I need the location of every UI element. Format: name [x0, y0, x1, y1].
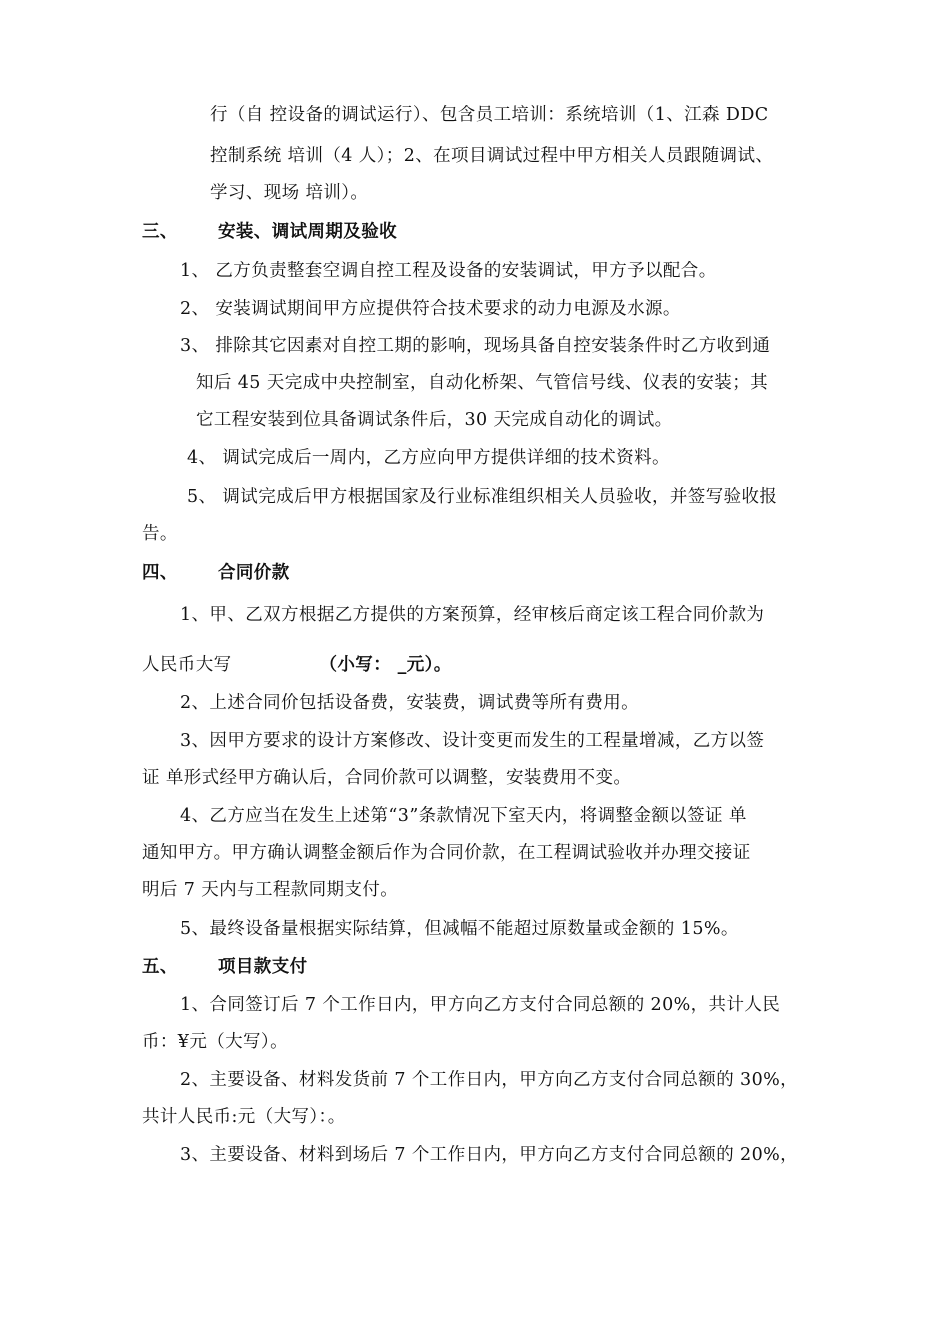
section3-item-2: 2、 安装调试期间甲方应提供符合技术要求的动力电源及水源。 — [180, 299, 681, 319]
section3-item-1: 1、 乙方负责整套空调自控工程及设备的安装调试，甲方予以配合。 — [180, 261, 717, 281]
section4-number: 四、 — [142, 563, 178, 583]
amount-in-words-label: 人民币大写 — [142, 655, 232, 675]
section4-heading — [142, 561, 290, 585]
section5-heading — [142, 955, 308, 979]
section5-item-3: 3、主要设备、材料到场后 7 个工作日内，甲方向乙方支付合同总额的 20%， — [180, 1145, 799, 1165]
section3-item-3-cont: 它工程安装到位具备调试条件后，30 天完成自动化的调试。 — [196, 410, 673, 430]
section3-item-5-cont: 告。 — [142, 524, 178, 544]
section4-item-4-cont: 通知甲方。甲方确认调整金额后作为合同价款，在工程调试验收并办理交接证 — [142, 843, 751, 863]
section4-item-2: 2、上述合同价包括设备费，安装费，调试费等所有费用。 — [180, 693, 640, 713]
section3-item-4: 4、 调试完成后一周内，乙方应向甲方提供详细的技术资料。 — [187, 448, 670, 468]
section4-title: 合同价款 — [218, 563, 290, 583]
section5-item-1-cont: 币：¥元（大写）。 — [142, 1032, 288, 1052]
section4-item-1-cont — [142, 653, 452, 677]
section5-title: 项目款支付 — [218, 957, 308, 977]
section3-heading — [142, 220, 397, 244]
amount-in-figures-label: （小写： _元）。 — [319, 655, 452, 675]
section4-item-4-cont: 明后 7 天内与工程款同期支付。 — [142, 880, 399, 900]
section4-item-5: 5、最终设备量根据实际结算，但减幅不能超过原数量或金额的 15%。 — [180, 919, 739, 939]
section4-item-3: 3、因甲方要求的设计方案修改、设计变更而发生的工程量增减，乙方以签 — [180, 731, 765, 751]
section2-paragraph-line: 行（自 控设备的调试运行）、包含员工培训：系统培训（1、江森 DDC — [210, 105, 769, 125]
section3-item-3: 3、 排除其它因素对自控工期的影响，现场具备自控安装条件时乙方收到通 — [180, 336, 771, 356]
section5-item-1: 1、合同签订后 7 个工作日内，甲方向乙方支付合同总额的 20%，共计人民 — [180, 995, 781, 1015]
section4-item-3-cont: 证 单形式经甲方确认后，合同价款可以调整，安装费用不变。 — [142, 768, 632, 788]
section3-item-5: 5、 调试完成后甲方根据国家及行业标准组织相关人员验收，并签写验收报 — [187, 487, 778, 507]
section4-item-1: 1、甲、乙双方根据乙方提供的方案预算，经审核后商定该工程合同价款为 — [180, 605, 765, 625]
section4-item-4: 4、乙方应当在发生上述第“3”条款情况下室天内，将调整金额以签证 单 — [180, 806, 747, 826]
section5-item-2-cont: 共计人民币:元（大写）：。 — [142, 1107, 346, 1127]
section5-number: 五、 — [142, 957, 178, 977]
section5-item-2: 2、主要设备、材料发货前 7 个工作日内，甲方向乙方支付合同总额的 30%， — [180, 1070, 799, 1090]
section3-item-3-cont: 知后 45 天完成中央控制室，自动化桥架、气管信号线、仪表的安装；其 — [196, 373, 768, 393]
section2-paragraph-line: 学习、现场 培训）。 — [210, 183, 369, 203]
section3-number: 三、 — [142, 222, 178, 242]
section3-title: 安装、调试周期及验收 — [218, 222, 397, 242]
section2-paragraph-line: 控制系统 培训（4 人）；2、在项目调试过程中甲方相关人员跟随调试、 — [210, 146, 774, 166]
